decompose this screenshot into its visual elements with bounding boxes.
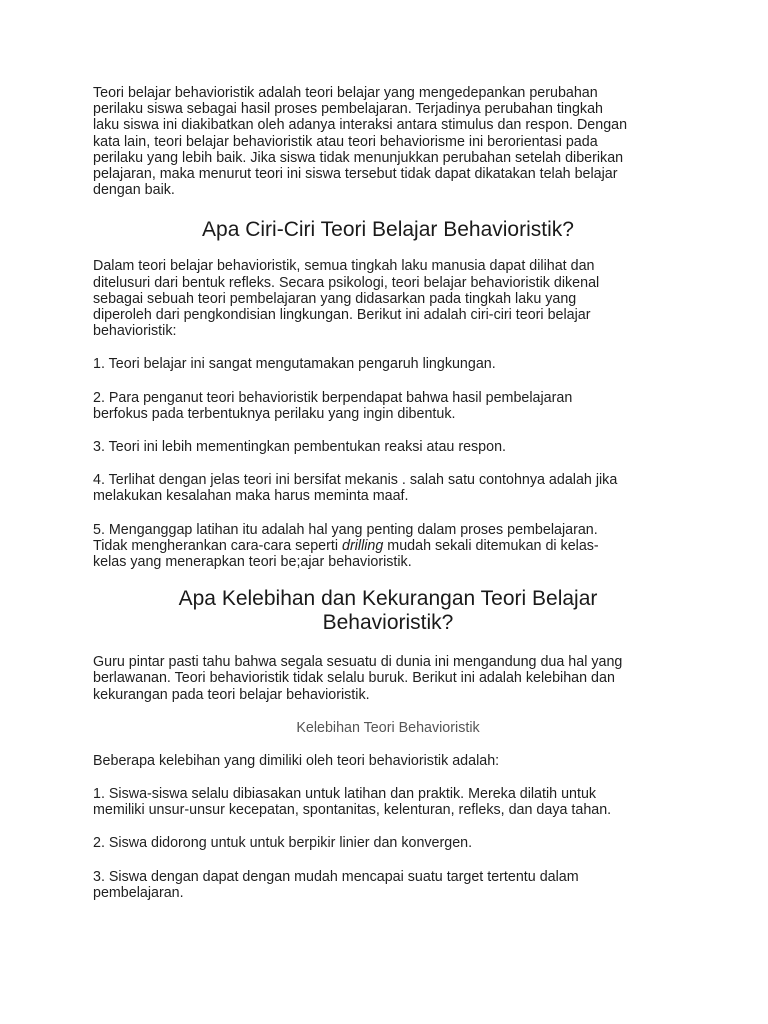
text-line: Teori belajar behavioristik adalah teori belajar yang mengedepankan perubahan — [93, 85, 598, 101]
section1-intro-paragraph — [93, 258, 683, 339]
text-fragment: mudah sekali ditemukan di kelas- — [383, 537, 599, 554]
text-line: 2. Para penganut teori behavioristik berpendapat bahwa hasil pembelajaran — [93, 389, 573, 406]
text-line: berlawanan. Teori behavioristik tidak selalu buruk. Berikut ini adalah kelebihan dan — [93, 670, 615, 687]
list-item — [93, 786, 683, 818]
heading-line: Behavioristik? — [322, 611, 454, 635]
text-line: 4. Terlihat dengan jelas teori ini bersifat mekanis . salah satu contohnya adalah jika — [93, 472, 618, 489]
text-line: Beberapa kelebihan yang dimiliki oleh teori behavioristik adalah: — [93, 752, 500, 769]
text-line: perilaku siswa sebagai hasil proses pembelajaran. Terjadinya perubahan tingkah — [93, 101, 603, 118]
text-line: 3. Teori ini lebih mementingkan pembentukan reaksi atau respon. — [93, 439, 507, 456]
list-item — [93, 439, 683, 455]
list-item — [93, 356, 683, 372]
text-line: dengan baik. — [93, 182, 175, 199]
list-item — [93, 390, 683, 422]
text-line: 3. Siswa dengan dapat dengan mudah mencapai suatu target tertentu dalam — [93, 868, 579, 885]
text-line: kelas yang menerapkan teori be;ajar behavioristik. — [93, 554, 412, 571]
italic-term: drilling — [342, 537, 384, 554]
lead-sentence — [93, 753, 683, 769]
section-heading-characteristics: Apa Ciri-Ciri Teori Belajar Behavioristik? — [202, 218, 574, 242]
text-line: Dalam teori belajar behavioristik, semua tingkah laku manusia dapat dilihat dan — [93, 258, 595, 275]
text-line: perilaku yang lebih baik. Jika siswa tidak menunjukkan perubahan setelah diberikan — [93, 149, 624, 166]
text-line: Guru pintar pasti tahu bahwa segala sesuatu di dunia ini mengandung dua hal yang — [93, 654, 623, 671]
text-line: melakukan kesalahan maka harus meminta maaf. — [93, 488, 409, 505]
text-line: sebagai sebuah teori pembelajaran yang didasarkan pada tingkah laku yang — [93, 290, 577, 307]
text-line: kata lain, teori belajar behavioristik atau teori behaviorisme ini berorientasi pada — [93, 133, 598, 150]
section2-intro-paragraph — [93, 654, 683, 703]
intro-paragraph — [93, 85, 683, 198]
text-line: laku siswa ini diakibatkan oleh adanya interaksi antara stimulus dan respon. Dengan — [93, 117, 628, 134]
heading-line: Apa Kelebihan dan Kekurangan Teori Belajar — [178, 587, 598, 611]
text-line: behavioristik: — [93, 323, 177, 340]
section-heading-pros-cons — [93, 587, 683, 635]
text-line: pembelajaran. — [93, 884, 184, 901]
subheading-advantages: Kelebihan Teori Behavioristik — [296, 719, 480, 736]
text-line: 1. Teori belajar ini sangat mengutamakan pengaruh lingkungan. — [93, 356, 496, 373]
text-line: 2. Siswa didorong untuk untuk berpikir linier dan konvergen. — [93, 835, 473, 852]
text-line: 1. Siswa-siswa selalu dibiasakan untuk latihan dan praktik. Mereka dilatih untuk — [93, 786, 597, 803]
text-line: berfokus pada terbentuknya perilaku yang ingin dibentuk. — [93, 405, 456, 422]
text-line — [93, 538, 683, 554]
list-item — [93, 835, 683, 851]
text-line: kekurangan pada teori belajar behavioristik. — [93, 686, 370, 703]
text-fragment: Tidak mengherankan cara-cara seperti — [93, 537, 342, 554]
document-page — [93, 85, 683, 901]
list-item — [93, 472, 683, 504]
list-item — [93, 869, 683, 901]
text-line: 5. Menganggap latihan itu adalah hal yang penting dalam proses pembelajaran. — [93, 521, 598, 538]
text-line: memiliki unsur-unsur kecepatan, spontanitas, kelenturan, refleks, dan daya tahan. — [93, 802, 612, 819]
text-line: pelajaran, maka menurut teori ini siswa tersebut tidak dapat dikatakan telah belajar — [93, 166, 618, 183]
list-item — [93, 522, 683, 571]
text-line: diperoleh dari pengkondisian lingkungan. Berikut ini adalah ciri-ciri teori belajar — [93, 307, 591, 324]
text-line: ditelusuri dari bentuk refleks. Secara psikologi, teori belajar behavioristik dikenal — [93, 274, 600, 291]
